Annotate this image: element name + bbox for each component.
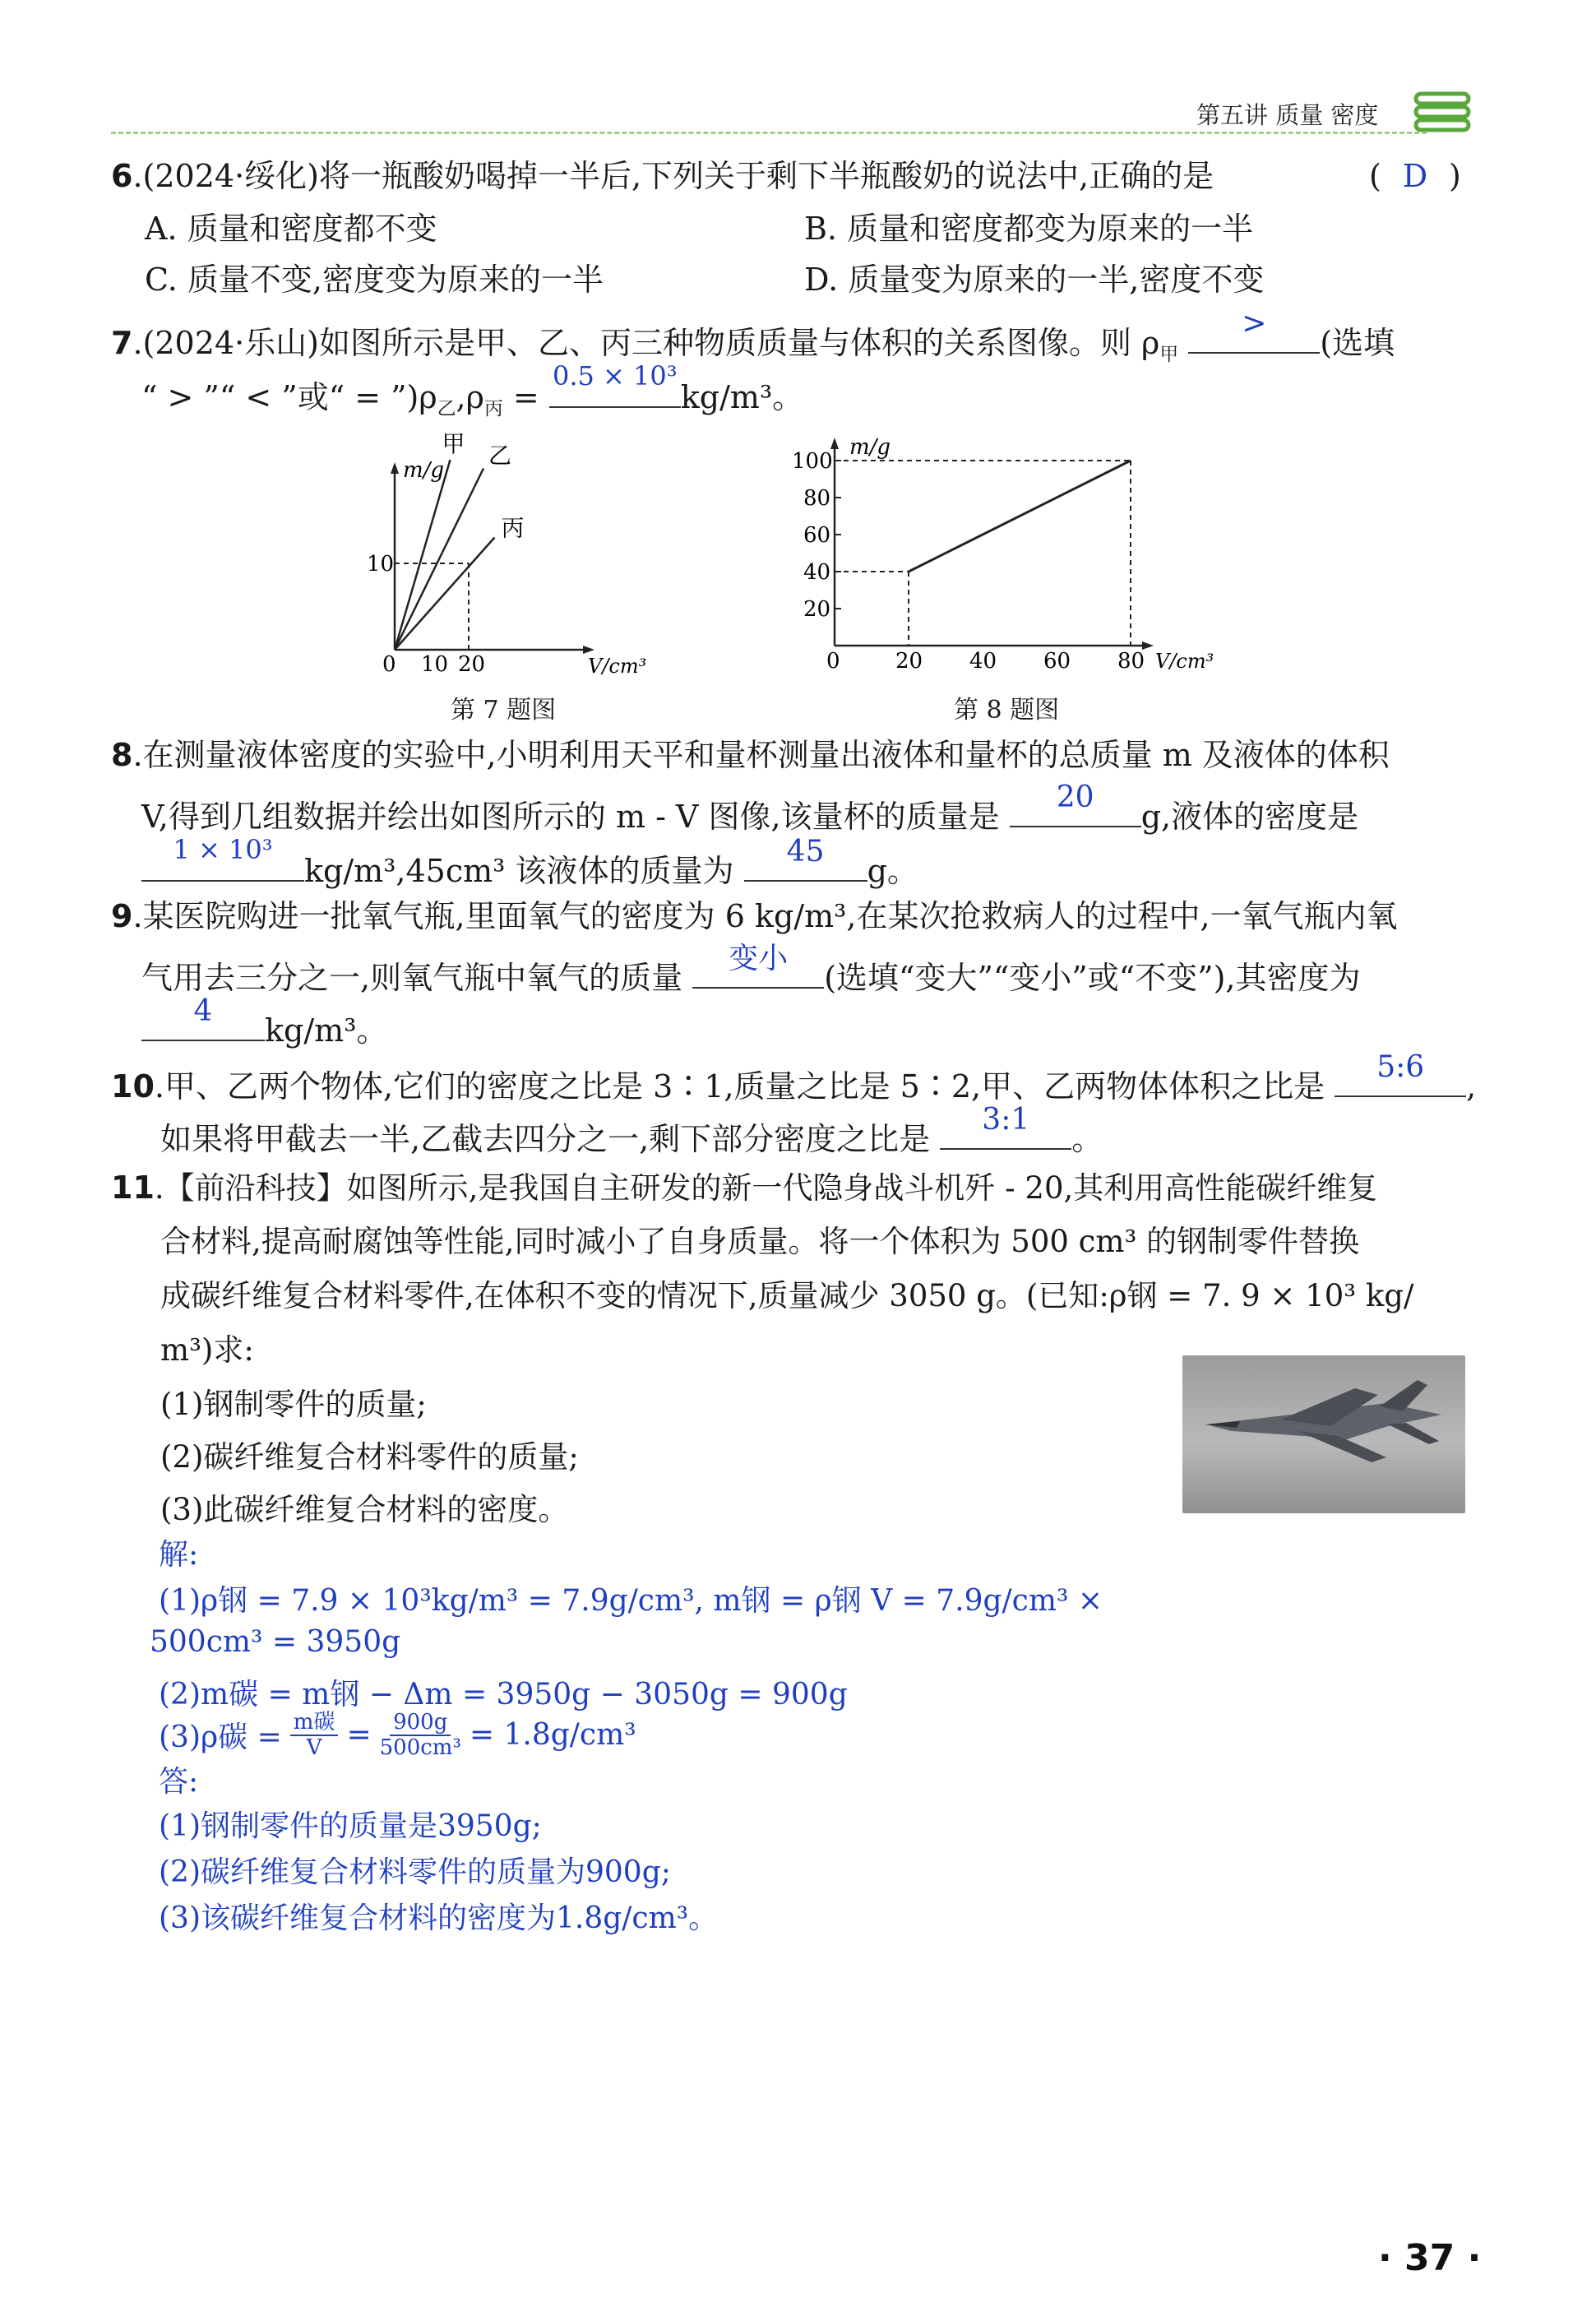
answer-3: (3)该碳纤维复合材料的密度为1.8g/cm³。 bbox=[159, 1901, 719, 1935]
fig8-xtick-label: 40 bbox=[969, 649, 997, 674]
q9-line1: 9.某医院购进一批氧气瓶,里面氧气的密度为 6 kg/m³,在某次抢救病人的过程中,一氧气瓶内氧 bbox=[111, 898, 1398, 934]
q7-line2: “ > ”“ < ”或“ = $”)\rho_乙,\rho_丙$ = 0.5 × 10³ kg/m³。 bbox=[141, 360, 804, 420]
q11-line3: 成碳纤维复合材料零件,在体积不变的情况下,质量减少 3050 g。(已知:ρ钢 = 7. 9 × 10³ kg/ bbox=[160, 1278, 1414, 1313]
fig7-series-line-丙 bbox=[395, 538, 495, 651]
fig8-ylabel: m/g bbox=[849, 435, 891, 460]
fig7-series-label: 丙 bbox=[501, 514, 525, 542]
q11-line1: 11.【前沿科技】如图所示,是我国自主研发的新一代隐身战斗机歼 - 20,其利用高性能碳纤维复 bbox=[111, 1170, 1378, 1206]
q8-line2: V,得到几组数据并绘出如图所示的 m - V 图像,该量杯的质量是 20 g,液体的密度是 bbox=[141, 780, 1359, 835]
fig8-ytick-label: 60 bbox=[803, 523, 831, 548]
q10-number: 10 bbox=[111, 1068, 155, 1105]
fig7-x-arrow bbox=[583, 646, 594, 654]
q11-line4: m³)求: bbox=[160, 1332, 254, 1368]
q6-number: 6 bbox=[111, 158, 133, 194]
q8-blank-2: 1 × 10³ bbox=[141, 845, 304, 882]
header-divider bbox=[111, 132, 1427, 134]
q11-part-3: (3)此碳纤维复合材料的密度。 bbox=[160, 1492, 569, 1527]
answer-2: (2)碳纤维复合材料零件的质量为900g; bbox=[159, 1855, 671, 1889]
q11-part-1: (1)钢制零件的质量; bbox=[160, 1387, 427, 1422]
book-logo-icon bbox=[1413, 90, 1472, 133]
fighter-jet-icon bbox=[1182, 1355, 1465, 1513]
q9-blank-2: 4 bbox=[141, 1005, 265, 1041]
figure-8-chart bbox=[785, 419, 1229, 683]
q7-line1: 7.(2024·乐山)如图所示是甲、乙、丙三种物质质量与体积的关系图像。则 $\rho_甲$ > (选填 bbox=[111, 307, 1395, 366]
figure-7-chart bbox=[362, 428, 674, 683]
fig8-series-line bbox=[909, 461, 1131, 572]
q6-option-c: C. 质量不变,密度变为原来的一半 bbox=[145, 262, 604, 298]
q7-blank-2: 0.5 × 10³ bbox=[549, 372, 681, 408]
q8-blank-1: 20 bbox=[1010, 791, 1141, 827]
q10-blank-2: 3:1 bbox=[940, 1114, 1071, 1150]
q10-line1: 10.甲、乙两个物体,它们的密度之比是 3∶1,质量之比是 5∶2,甲、乙两物体体积之比是 5:6 , bbox=[111, 1050, 1477, 1105]
q11-part-2: (2)碳纤维复合材料零件的质量; bbox=[160, 1439, 579, 1475]
chapter-header: 第五讲 质量 密度 bbox=[1196, 101, 1379, 129]
fig7-series-label: 乙 bbox=[488, 442, 512, 470]
q7-number: 7 bbox=[111, 325, 133, 361]
fig8-ytick-label: 100 bbox=[792, 449, 833, 474]
fig7-ytick-label: 10 bbox=[367, 552, 395, 577]
solution-step-1b: 500cm³ = 3950g bbox=[150, 1625, 401, 1659]
q6-answer-paren: ( D ) bbox=[1369, 158, 1461, 194]
q6-answer: D bbox=[1402, 158, 1428, 194]
fig8-xtick-label: 20 bbox=[895, 649, 923, 674]
q8-number: 8 bbox=[111, 737, 133, 773]
q10-line2: 如果将甲截去一半,乙截去四分之一,剩下部分密度之比是 3:1 。 bbox=[160, 1103, 1103, 1157]
fig8-ytick-label: 80 bbox=[803, 486, 831, 511]
figure-8-caption: 第 8 题图 bbox=[954, 696, 1060, 725]
fig8-xlabel: V/cm³ bbox=[1155, 650, 1214, 673]
fig8-xtick-label: 80 bbox=[1117, 649, 1145, 674]
q10-blank-1: 5:6 bbox=[1335, 1061, 1466, 1097]
fig8-origin: 0 bbox=[826, 649, 840, 674]
q8-line1: 8.在测量液体密度的实验中,小明利用天平和量杯测量出液体和量杯的总质量 m 及液体的体积 bbox=[111, 737, 1390, 773]
page-number: · 37 · bbox=[1378, 2237, 1482, 2279]
q6-option-d: D. 质量变为原来的一半,密度不变 bbox=[804, 262, 1265, 298]
fig8-ytick-label: 20 bbox=[803, 597, 831, 622]
fig7-xtick-label: 20 bbox=[458, 652, 486, 677]
q9-blank-1: 变小 bbox=[692, 952, 824, 989]
q11-number: 11 bbox=[111, 1170, 155, 1206]
q8-blank-3: 45 bbox=[744, 845, 867, 882]
q11-line2: 合材料,提高耐腐蚀等性能,同时减小了自身质量。将一个体积为 500 cm³ 的钢制零件替换 bbox=[160, 1224, 1360, 1259]
q8-line3: 1 × 10³ kg/m³,45cm³ 该液体的质量为 45 g。 bbox=[141, 845, 918, 891]
q7-blank-1: > bbox=[1188, 317, 1320, 354]
answer-1: (1)钢制零件的质量是3950g; bbox=[159, 1809, 542, 1843]
fig7-ylabel: m/g bbox=[403, 458, 445, 483]
q9-number: 9 bbox=[111, 898, 133, 934]
solution-step-3: (3)ρ碳 = m碳 V = $\frac{900g}{\text{500cm³}}$ = 1.8g/cm³ bbox=[159, 1710, 636, 1760]
answer-heading: 答: bbox=[159, 1765, 199, 1799]
fig8-y-arrow bbox=[830, 438, 839, 449]
fraction-900-over-500: $\frac{900g}{\text{500cm³}}$ bbox=[379, 1710, 461, 1760]
fig7-origin: 0 bbox=[382, 652, 396, 677]
q6-option-a: A. 质量和密度都不变 bbox=[145, 211, 437, 247]
fig8-ytick-label: 40 bbox=[803, 560, 831, 585]
fig7-xlabel: V/cm³ bbox=[588, 655, 647, 678]
j20-fighter-jet-photo bbox=[1182, 1355, 1465, 1513]
fig7-series-label: 甲 bbox=[442, 430, 465, 457]
fig7-xtick-label: 10 bbox=[421, 652, 449, 677]
q9-line2: 气用去三分之一,则氧气瓶中氧气的质量 变小 (选填“变大”“变小”或“不变”),其密度为 bbox=[141, 942, 1361, 996]
q6-option-b: B. 质量和密度都变为原来的一半 bbox=[804, 211, 1254, 247]
q6-stem: 6.(2024·绥化)将一瓶酸奶喝掉一半后,下列关于剩下半瓶酸奶的说法中,正确的是 bbox=[111, 158, 1214, 194]
fig8-xtick-label: 60 bbox=[1043, 649, 1071, 674]
figure-7-caption: 第 7 题图 bbox=[451, 696, 557, 725]
fraction-m-over-v: m碳 V bbox=[290, 1711, 339, 1759]
q9-line3: 4 kg/m³。 bbox=[141, 1005, 387, 1050]
fig7-y-arrow bbox=[391, 462, 399, 474]
solution-step-1a: (1)ρ钢 = 7.9 × 10³kg/m³ = 7.9g/cm³, m钢 = ρ钢 V = 7.9g/cm³ × bbox=[159, 1584, 1103, 1618]
solution-step-2: (2)m碳 = m钢 − Δm = 3950g − 3050g = 900g bbox=[159, 1678, 848, 1712]
solution-heading: 解: bbox=[159, 1538, 199, 1572]
